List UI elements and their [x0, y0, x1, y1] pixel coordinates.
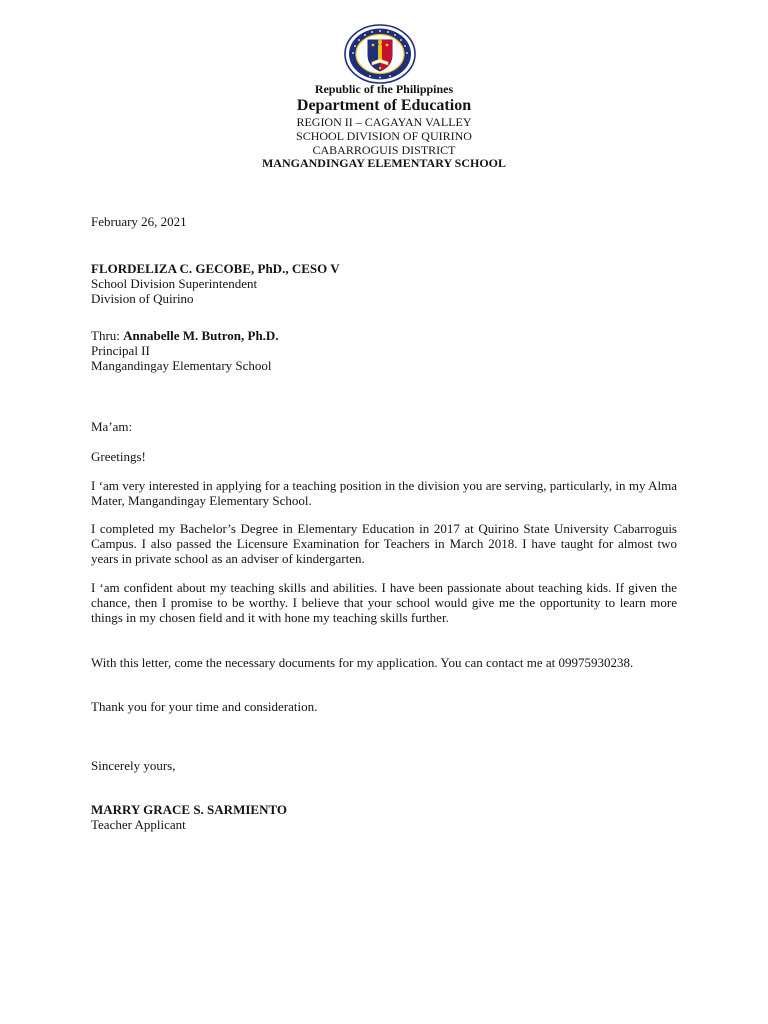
thru-block — [91, 328, 677, 373]
recipient-office: Division of Quirino — [91, 291, 194, 306]
signatory-block — [91, 802, 677, 832]
letterhead-district: CABARROGUIS DISTRICT — [312, 143, 456, 157]
letterhead-republic: Republic of the Philippines — [314, 82, 454, 96]
letterhead-region: REGION II – CAGAYAN VALLEY — [296, 115, 472, 129]
thru-line — [91, 328, 677, 343]
closing-text: Sincerely yours, — [91, 758, 176, 773]
salutation — [91, 419, 677, 434]
thru-name: Annabelle M. Butron, Ph.D. — [123, 328, 279, 343]
letterhead-department: Department of Education — [296, 97, 472, 114]
deped-seal-logo — [344, 24, 416, 84]
letterhead-school: MANGANDINGAY ELEMENTARY SCHOOL — [261, 156, 507, 170]
body-paragraph-2: I completed my Bachelor’s Degree in Elementary Education in 2017 at Quirino State University Cabarroguis Campus. I also passed the Licensure Examination for Teachers in March 2018. I have taught for almost two years in private school as an adviser of kindergarten. — [91, 521, 677, 566]
closing — [91, 758, 677, 773]
thru-title: Principal II — [91, 343, 150, 358]
date-text: February 26, 2021 — [91, 214, 187, 229]
recipient-block — [91, 261, 677, 306]
body-paragraph-1: I ‘am very interested in applying for a teaching position in the division you are serving, particularly, in my Alma Mater, Mangandingay Elementary School. — [91, 478, 677, 508]
recipient-name: FLORDELIZA C. GECOBE, PhD., CESO V — [91, 261, 340, 276]
body-paragraph-4: With this letter, come the necessary documents for my application. You can contact me at 09975930238. — [91, 655, 634, 670]
signatory-title: Teacher Applicant — [91, 817, 186, 832]
thru-office: Mangandingay Elementary School — [91, 358, 272, 373]
salutation-text: Ma’am: — [91, 419, 133, 434]
thru-prefix: Thru: — [91, 328, 124, 343]
greeting-text: Greetings! — [91, 449, 146, 464]
greeting — [91, 449, 677, 464]
body-paragraph-5: Thank you for your time and consideration. — [91, 699, 318, 714]
recipient-title: School Division Superintendent — [91, 276, 258, 291]
signatory-name: MARRY GRACE S. SARMIENTO — [91, 802, 288, 817]
letter-date — [91, 214, 677, 229]
letterhead-division: SCHOOL DIVISION OF QUIRINO — [296, 129, 472, 143]
body-paragraph-3: I ‘am confident about my teaching skills and abilities. I have been passionate about teaching kids. If given the chance, then I promise to be worthy. I believe that your school would give me the opportunity to learn more things in my chosen field and it with hone my teaching skills further. — [91, 580, 677, 625]
